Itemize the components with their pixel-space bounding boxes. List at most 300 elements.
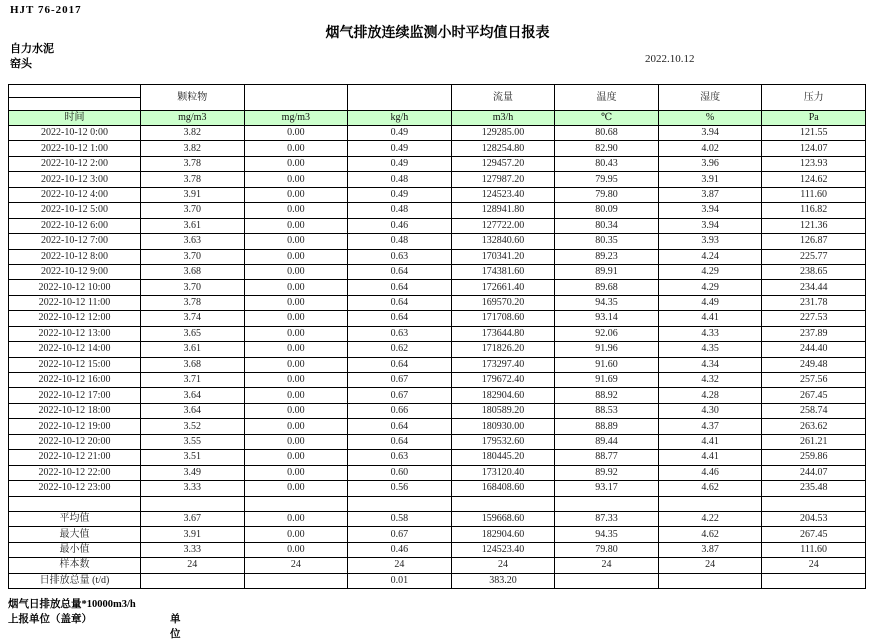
table-row	[9, 156, 866, 171]
value-cell: 0.00	[244, 357, 348, 372]
header-temperature: 温度	[555, 85, 659, 111]
row-label-cell: 2022-10-12 21:00	[9, 450, 141, 465]
value-cell: 0.00	[244, 542, 348, 557]
value-cell: 0.00	[244, 203, 348, 218]
row-label-cell: 2022-10-12 16:00	[9, 373, 141, 388]
row-label-cell: 2022-10-12 0:00	[9, 126, 141, 141]
value-cell: 4.34	[658, 357, 762, 372]
table-row	[9, 234, 866, 249]
row-label-cell: 2022-10-12 2:00	[9, 156, 141, 171]
value-cell: 225.77	[762, 249, 866, 264]
units-row	[9, 111, 866, 126]
row-label-cell: 2022-10-12 19:00	[9, 419, 141, 434]
value-cell: 0.00	[244, 450, 348, 465]
report-unit-stamp-label: 上报单位（盖章）	[8, 614, 92, 625]
value-cell: 234.44	[762, 280, 866, 295]
value-cell: 3.61	[141, 342, 245, 357]
value-cell: 3.70	[141, 280, 245, 295]
table-row	[9, 295, 866, 310]
value-cell	[555, 573, 659, 588]
value-cell: 89.44	[555, 434, 659, 449]
value-cell: 24	[141, 558, 245, 573]
value-cell: 0.00	[244, 156, 348, 171]
value-cell: 89.92	[555, 465, 659, 480]
value-cell: 129457.20	[451, 156, 555, 171]
value-cell: 174381.60	[451, 264, 555, 279]
value-cell	[762, 573, 866, 588]
value-cell: 0.48	[348, 234, 452, 249]
value-cell: 170341.20	[451, 249, 555, 264]
value-cell: 0.64	[348, 419, 452, 434]
value-cell: 89.91	[555, 264, 659, 279]
table-row	[9, 558, 866, 573]
value-cell: 171826.20	[451, 342, 555, 357]
value-cell: 3.78	[141, 156, 245, 171]
value-cell: 227.53	[762, 311, 866, 326]
value-cell: 88.92	[555, 388, 659, 403]
value-cell: 0.64	[348, 280, 452, 295]
table-row	[9, 264, 866, 279]
row-label-cell: 2022-10-12 1:00	[9, 141, 141, 156]
value-cell: 94.35	[555, 527, 659, 542]
value-cell: 79.80	[555, 542, 659, 557]
value-cell: 168408.60	[451, 481, 555, 496]
value-cell: 0.48	[348, 203, 452, 218]
row-label-cell: 平均值	[9, 511, 141, 526]
value-cell: 3.61	[141, 218, 245, 233]
value-cell: 235.48	[762, 481, 866, 496]
value-cell: 244.40	[762, 342, 866, 357]
row-label-cell: 2022-10-12 12:00	[9, 311, 141, 326]
value-cell: 182904.60	[451, 388, 555, 403]
value-cell: 123.93	[762, 156, 866, 171]
value-cell: 204.53	[762, 511, 866, 526]
value-cell: 124.62	[762, 172, 866, 187]
value-cell: 92.06	[555, 326, 659, 341]
row-label-cell: 2022-10-12 4:00	[9, 187, 141, 202]
table-header	[9, 85, 866, 126]
table-row	[9, 357, 866, 372]
value-cell: 180445.20	[451, 450, 555, 465]
value-cell: 0.00	[244, 234, 348, 249]
value-cell: 79.95	[555, 172, 659, 187]
value-cell: 0.00	[244, 126, 348, 141]
value-cell: 89.68	[555, 280, 659, 295]
value-cell: 127722.00	[451, 218, 555, 233]
value-cell: 383.20	[451, 573, 555, 588]
value-cell	[244, 573, 348, 588]
spacer-cell	[555, 496, 659, 511]
value-cell: 3.51	[141, 450, 245, 465]
value-cell: 91.60	[555, 357, 659, 372]
value-cell: 3.49	[141, 465, 245, 480]
value-cell: 3.33	[141, 542, 245, 557]
value-cell: 91.96	[555, 342, 659, 357]
row-label-cell: 2022-10-12 9:00	[9, 264, 141, 279]
value-cell: 4.29	[658, 264, 762, 279]
value-cell: 4.49	[658, 295, 762, 310]
value-cell: 91.69	[555, 373, 659, 388]
spacer-cell	[9, 496, 141, 511]
value-cell: 258.74	[762, 403, 866, 418]
value-cell: 261.21	[762, 434, 866, 449]
value-cell: 0.00	[244, 388, 348, 403]
value-cell: 4.41	[658, 434, 762, 449]
footer-report-unit	[8, 611, 181, 640]
row-label-cell: 2022-10-12 7:00	[9, 234, 141, 249]
row-label-cell: 2022-10-12 13:00	[9, 326, 141, 341]
value-cell: 24	[451, 558, 555, 573]
unit-kg-h: kg/h	[348, 111, 452, 126]
value-cell: 0.49	[348, 141, 452, 156]
value-cell: 0.00	[244, 326, 348, 341]
value-cell: 173297.40	[451, 357, 555, 372]
value-cell: 24	[348, 558, 452, 573]
monitoring-table	[8, 84, 866, 589]
value-cell: 4.35	[658, 342, 762, 357]
monitoring-point: 窑头	[10, 58, 32, 70]
spacer-cell	[762, 496, 866, 511]
table-row	[9, 388, 866, 403]
spacer-cell	[244, 496, 348, 511]
value-cell: 0.64	[348, 264, 452, 279]
table-row	[9, 311, 866, 326]
value-cell: 24	[762, 558, 866, 573]
header-humidity: 湿度	[658, 85, 762, 111]
spacer-cell	[658, 496, 762, 511]
value-cell: 0.66	[348, 403, 452, 418]
value-cell: 3.94	[658, 218, 762, 233]
value-cell: 257.56	[762, 373, 866, 388]
value-cell: 3.67	[141, 511, 245, 526]
value-cell: 0.64	[348, 311, 452, 326]
value-cell: 0.00	[244, 403, 348, 418]
value-cell: 0.01	[348, 573, 452, 588]
value-cell: 4.46	[658, 465, 762, 480]
value-cell: 0.00	[244, 511, 348, 526]
value-cell: 182904.60	[451, 527, 555, 542]
value-cell: 0.00	[244, 280, 348, 295]
value-cell: 4.30	[658, 403, 762, 418]
unit-mg-m3-a: mg/m3	[141, 111, 245, 126]
value-cell: 4.28	[658, 388, 762, 403]
table-row	[9, 450, 866, 465]
value-cell: 0.46	[348, 542, 452, 557]
value-cell: 3.68	[141, 357, 245, 372]
row-label-cell: 2022-10-12 18:00	[9, 403, 141, 418]
value-cell: 3.93	[658, 234, 762, 249]
value-cell: 3.96	[658, 156, 762, 171]
value-cell: 0.00	[244, 264, 348, 279]
value-cell: 80.35	[555, 234, 659, 249]
value-cell: 173644.80	[451, 326, 555, 341]
value-cell: 0.56	[348, 481, 452, 496]
header-pressure: 压力	[762, 85, 866, 111]
value-cell: 0.49	[348, 187, 452, 202]
unit-time: 时间	[9, 111, 141, 126]
value-cell: 3.91	[141, 527, 245, 542]
value-cell: 87.33	[555, 511, 659, 526]
value-cell: 4.29	[658, 280, 762, 295]
value-cell: 0.00	[244, 249, 348, 264]
value-cell: 180589.20	[451, 403, 555, 418]
value-cell: 0.48	[348, 172, 452, 187]
value-cell: 231.78	[762, 295, 866, 310]
header-time-top-cell	[9, 85, 141, 98]
header-time-bottom-cell	[9, 98, 141, 111]
value-cell: 93.14	[555, 311, 659, 326]
spacer-section	[9, 496, 866, 511]
unit-mg-m3-b: mg/m3	[244, 111, 348, 126]
value-cell: 3.74	[141, 311, 245, 326]
header-blank-1	[244, 85, 348, 111]
value-cell: 0.49	[348, 126, 452, 141]
value-cell: 3.55	[141, 434, 245, 449]
spacer-cell	[348, 496, 452, 511]
value-cell: 3.91	[141, 187, 245, 202]
value-cell: 3.82	[141, 141, 245, 156]
row-label-cell: 2022-10-12 5:00	[9, 203, 141, 218]
value-cell: 132840.60	[451, 234, 555, 249]
value-cell: 80.09	[555, 203, 659, 218]
value-cell: 4.33	[658, 326, 762, 341]
value-cell: 4.41	[658, 311, 762, 326]
row-label-cell: 2022-10-12 11:00	[9, 295, 141, 310]
spacer-cell	[141, 496, 245, 511]
header-particulate: 颗粒物	[141, 85, 245, 111]
table-row	[9, 126, 866, 141]
header-flow: 流量	[451, 85, 555, 111]
value-cell: 159668.60	[451, 511, 555, 526]
value-cell: 126.87	[762, 234, 866, 249]
value-cell: 267.45	[762, 388, 866, 403]
table-row	[9, 527, 866, 542]
value-cell: 3.52	[141, 419, 245, 434]
table-row	[9, 542, 866, 557]
value-cell: 3.71	[141, 373, 245, 388]
value-cell: 80.68	[555, 126, 659, 141]
value-cell: 111.60	[762, 187, 866, 202]
value-cell: 124523.40	[451, 542, 555, 557]
value-cell: 0.00	[244, 373, 348, 388]
value-cell: 0.00	[244, 218, 348, 233]
report-date: 2022.10.12	[645, 53, 695, 65]
value-cell	[658, 573, 762, 588]
value-cell: 173120.40	[451, 465, 555, 480]
value-cell: 88.89	[555, 419, 659, 434]
value-cell: 116.82	[762, 203, 866, 218]
value-cell: 3.70	[141, 203, 245, 218]
value-cell: 124523.40	[451, 187, 555, 202]
value-cell: 237.89	[762, 326, 866, 341]
value-cell: 0.58	[348, 511, 452, 526]
value-cell: 0.00	[244, 172, 348, 187]
table-row	[9, 403, 866, 418]
value-cell: 267.45	[762, 527, 866, 542]
value-cell: 128941.80	[451, 203, 555, 218]
value-cell: 4.37	[658, 419, 762, 434]
table-row	[9, 419, 866, 434]
value-cell: 0.64	[348, 357, 452, 372]
value-cell: 121.36	[762, 218, 866, 233]
value-cell: 3.33	[141, 481, 245, 496]
value-cell: 3.94	[658, 126, 762, 141]
table-row	[9, 373, 866, 388]
value-cell: 0.63	[348, 326, 452, 341]
value-cell: 88.53	[555, 403, 659, 418]
table-row	[9, 141, 866, 156]
value-cell: 0.63	[348, 450, 452, 465]
row-label-cell: 2022-10-12 15:00	[9, 357, 141, 372]
value-cell: 4.32	[658, 373, 762, 388]
page-title: 烟气排放连续监测小时平均值日报表	[325, 26, 550, 41]
value-cell: 0.64	[348, 434, 452, 449]
row-label-cell: 2022-10-12 14:00	[9, 342, 141, 357]
value-cell: 0.00	[244, 141, 348, 156]
row-label-cell: 日排放总量 (t/d)	[9, 573, 141, 588]
table-row	[9, 326, 866, 341]
value-cell: 249.48	[762, 357, 866, 372]
value-cell: 0.60	[348, 465, 452, 480]
table-row	[9, 465, 866, 480]
data-rows	[9, 126, 866, 497]
value-cell: 3.65	[141, 326, 245, 341]
value-cell: 89.23	[555, 249, 659, 264]
value-cell: 3.64	[141, 403, 245, 418]
table-row	[9, 249, 866, 264]
standard-number: HJT 76-2017	[10, 4, 82, 16]
row-label-cell: 最大值	[9, 527, 141, 542]
value-cell: 3.78	[141, 172, 245, 187]
value-cell: 0.00	[244, 295, 348, 310]
value-cell: 88.77	[555, 450, 659, 465]
value-cell: 3.63	[141, 234, 245, 249]
row-label-cell: 2022-10-12 17:00	[9, 388, 141, 403]
value-cell: 4.22	[658, 511, 762, 526]
value-cell: 169570.20	[451, 295, 555, 310]
table-row	[9, 218, 866, 233]
value-cell: 4.02	[658, 141, 762, 156]
header-blank-2	[348, 85, 452, 111]
value-cell: 93.17	[555, 481, 659, 496]
value-cell: 121.55	[762, 126, 866, 141]
value-cell: 179532.60	[451, 434, 555, 449]
group-header-row	[9, 85, 866, 98]
value-cell: 0.00	[244, 311, 348, 326]
value-cell: 180930.00	[451, 419, 555, 434]
value-cell: 259.86	[762, 450, 866, 465]
table-row	[9, 511, 866, 526]
value-cell: 172661.40	[451, 280, 555, 295]
value-cell: 127987.20	[451, 172, 555, 187]
table-row	[9, 172, 866, 187]
value-cell: 4.24	[658, 249, 762, 264]
value-cell: 0.49	[348, 156, 452, 171]
value-cell: 111.60	[762, 542, 866, 557]
value-cell: 94.35	[555, 295, 659, 310]
row-label-cell: 样本数	[9, 558, 141, 573]
value-cell: 4.62	[658, 527, 762, 542]
unit-celsius: ℃	[555, 111, 659, 126]
unit-percent: %	[658, 111, 762, 126]
value-cell: 4.41	[658, 450, 762, 465]
value-cell: 3.82	[141, 126, 245, 141]
row-label-cell: 2022-10-12 23:00	[9, 481, 141, 496]
value-cell: 0.00	[244, 481, 348, 496]
table-row	[9, 203, 866, 218]
row-label-cell: 2022-10-12 10:00	[9, 280, 141, 295]
row-label-cell: 最小值	[9, 542, 141, 557]
value-cell	[141, 573, 245, 588]
value-cell: 0.63	[348, 249, 452, 264]
value-cell: 0.00	[244, 527, 348, 542]
value-cell: 0.46	[348, 218, 452, 233]
value-cell: 129285.00	[451, 126, 555, 141]
value-cell: 3.87	[658, 542, 762, 557]
value-cell: 0.00	[244, 465, 348, 480]
value-cell: 3.68	[141, 264, 245, 279]
value-cell: 80.34	[555, 218, 659, 233]
unit-label: 单位	[170, 614, 181, 640]
value-cell: 171708.60	[451, 311, 555, 326]
value-cell: 4.62	[658, 481, 762, 496]
table-row	[9, 280, 866, 295]
value-cell: 0.00	[244, 342, 348, 357]
value-cell: 24	[555, 558, 659, 573]
row-label-cell: 2022-10-12 20:00	[9, 434, 141, 449]
row-label-cell: 2022-10-12 6:00	[9, 218, 141, 233]
value-cell: 0.00	[244, 419, 348, 434]
value-cell: 179672.40	[451, 373, 555, 388]
row-label-cell: 2022-10-12 22:00	[9, 465, 141, 480]
value-cell: 0.00	[244, 187, 348, 202]
value-cell: 82.90	[555, 141, 659, 156]
value-cell: 3.70	[141, 249, 245, 264]
table-row	[9, 187, 866, 202]
value-cell: 0.67	[348, 373, 452, 388]
value-cell: 3.94	[658, 203, 762, 218]
value-cell: 0.00	[244, 434, 348, 449]
value-cell: 3.64	[141, 388, 245, 403]
value-cell: 24	[658, 558, 762, 573]
row-label-cell: 2022-10-12 8:00	[9, 249, 141, 264]
table-row	[9, 342, 866, 357]
company-name: 自力水泥	[10, 43, 54, 55]
value-cell: 0.67	[348, 388, 452, 403]
spacer-row	[9, 496, 866, 511]
value-cell: 0.62	[348, 342, 452, 357]
value-cell: 128254.80	[451, 141, 555, 156]
value-cell: 124.07	[762, 141, 866, 156]
unit-m3-h: m3/h	[451, 111, 555, 126]
unit-pa: Pa	[762, 111, 866, 126]
value-cell: 80.43	[555, 156, 659, 171]
table-row	[9, 573, 866, 588]
table-row	[9, 481, 866, 496]
spacer-cell	[451, 496, 555, 511]
value-cell: 244.07	[762, 465, 866, 480]
row-label-cell: 2022-10-12 3:00	[9, 172, 141, 187]
value-cell: 263.62	[762, 419, 866, 434]
value-cell: 238.65	[762, 264, 866, 279]
value-cell: 3.87	[658, 187, 762, 202]
value-cell: 3.78	[141, 295, 245, 310]
table-row	[9, 434, 866, 449]
value-cell: 0.64	[348, 295, 452, 310]
value-cell: 79.80	[555, 187, 659, 202]
footer-total-note: 烟气日排放总量*10000m3/h	[8, 599, 136, 610]
value-cell: 24	[244, 558, 348, 573]
